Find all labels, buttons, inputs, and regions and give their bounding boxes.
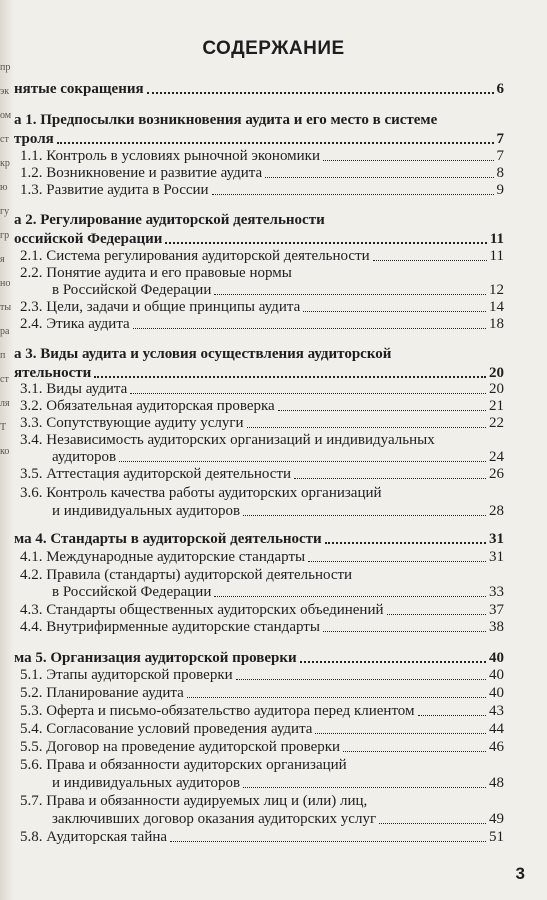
toc-entry-title: 1.1. Контроль в условиях рыночной экономики bbox=[20, 148, 320, 164]
toc-section-entry bbox=[14, 700, 504, 720]
toc-page-number: 40 bbox=[489, 650, 504, 666]
edge-text-fragment: ст bbox=[0, 374, 9, 385]
toc-entry-title: 5.1. Этапы аудиторской проверки bbox=[20, 667, 233, 683]
toc-page-number: 11 bbox=[489, 231, 504, 247]
toc-entry-title: 2.2. Понятие аудита и его правовые нормы bbox=[20, 265, 292, 281]
toc-page-number: 24 bbox=[489, 449, 504, 465]
page-title: СОДЕРЖАНИЕ bbox=[202, 38, 345, 59]
toc-page-number: 26 bbox=[489, 466, 504, 482]
toc-entry-title: троля bbox=[14, 131, 54, 147]
toc-page-number: 46 bbox=[489, 739, 504, 755]
toc-page-number: 20 bbox=[489, 381, 504, 397]
toc-page-number: 31 bbox=[489, 531, 504, 547]
toc-section-entry bbox=[14, 546, 504, 566]
toc-section-entry bbox=[14, 718, 504, 738]
dot-leader bbox=[294, 478, 486, 479]
toc-entry-title: ма 4. Стандарты в аудиторской деятельности bbox=[14, 531, 322, 547]
toc-section-entry bbox=[14, 790, 504, 810]
toc-page-number: 28 bbox=[489, 503, 504, 519]
toc-chapter-entry bbox=[14, 343, 504, 363]
toc-page-number: 20 bbox=[489, 365, 504, 381]
edge-text-fragment: пр bbox=[0, 62, 11, 73]
toc-entry-title: 5.5. Договор на проведение аудиторской проверки bbox=[20, 739, 341, 755]
toc-section-entry bbox=[14, 179, 504, 199]
toc-entry-title: а 2. Регулирование аудиторской деятельности bbox=[14, 212, 325, 228]
toc-page-number: 18 bbox=[489, 316, 504, 332]
dot-leader bbox=[325, 542, 486, 544]
page-number: 3 bbox=[515, 864, 525, 883]
toc-entry-title: 3.2. Обязательная аудиторская проверка bbox=[20, 398, 275, 414]
toc-section-entry bbox=[14, 482, 504, 502]
toc-entry-title: 5.6. Права и обязанности аудиторских организаций bbox=[20, 757, 347, 773]
toc-chapter-entry bbox=[14, 528, 504, 548]
toc-page-number: 22 bbox=[489, 415, 504, 431]
edge-text-fragment: ст bbox=[0, 134, 9, 145]
toc-page-number: 14 bbox=[489, 299, 504, 315]
toc-entry-title: 5.3. Оферта и письмо-обязательство аудитора перед клиентом bbox=[20, 703, 415, 719]
toc-section-entry bbox=[14, 826, 504, 846]
toc-page-number: 21 bbox=[489, 398, 504, 414]
toc-page-number: 43 bbox=[489, 703, 504, 719]
toc-page-number: 33 bbox=[489, 584, 504, 600]
toc-page-number: 38 bbox=[489, 619, 504, 635]
edge-text-fragment: ом bbox=[0, 110, 12, 121]
toc-page-number: 7 bbox=[496, 131, 504, 147]
toc-chapter-entry bbox=[14, 109, 504, 129]
toc-page-number: 11 bbox=[489, 248, 504, 264]
toc-entry-title: 5.4. Согласование условий проведения аудита bbox=[20, 721, 313, 737]
toc-entry-title: и индивидуальных аудиторов bbox=[52, 775, 241, 791]
dot-leader bbox=[57, 142, 494, 144]
toc-entry-title: 3.1. Виды аудита bbox=[20, 381, 128, 397]
toc-section-entry bbox=[14, 664, 504, 684]
toc-page-number: 40 bbox=[489, 685, 504, 701]
toc-entry-title: 2.3. Цели, задачи и общие принципы аудита bbox=[20, 299, 301, 315]
toc-section-entry bbox=[14, 313, 504, 333]
toc-entry-title: 5.8. Аудиторская тайна bbox=[20, 829, 168, 845]
dot-leader bbox=[315, 733, 486, 734]
dot-leader bbox=[373, 260, 487, 261]
toc-page-number: 9 bbox=[496, 182, 504, 198]
dot-leader bbox=[323, 160, 494, 161]
edge-text-fragment: гу bbox=[0, 206, 10, 217]
edge-text-fragment: п bbox=[0, 350, 6, 361]
toc-chapter-entry bbox=[14, 78, 504, 98]
edge-text-fragment: ра bbox=[0, 326, 10, 337]
edge-text-fragment: но bbox=[0, 278, 11, 289]
dot-leader bbox=[265, 177, 493, 178]
toc-entry-title: ма 5. Организация аудиторской проверки bbox=[14, 650, 297, 666]
dot-leader bbox=[236, 679, 486, 680]
toc-page-number: 8 bbox=[496, 165, 504, 181]
toc-entry-title: в Российской Федерации bbox=[52, 584, 212, 600]
dot-leader bbox=[147, 92, 494, 94]
dot-leader bbox=[243, 515, 486, 516]
toc-section-entry bbox=[14, 754, 504, 774]
dot-leader bbox=[170, 841, 486, 842]
toc-entry-title: 5.7. Права и обязанности аудируемых лиц и (или) лиц, bbox=[20, 793, 368, 809]
toc-page-number: 48 bbox=[489, 775, 504, 791]
toc-entry-title: а 1. Предпосылки возникновения аудита и его место в системе bbox=[14, 112, 438, 128]
toc-section-entry bbox=[14, 736, 504, 756]
dot-leader bbox=[343, 751, 486, 752]
toc-entry-title: и индивидуальных аудиторов bbox=[52, 503, 241, 519]
toc-entry-title: а 3. Виды аудита и условия осуществления аудиторской bbox=[14, 346, 392, 362]
toc-entry-title: 4.3. Стандарты общественных аудиторских объединений bbox=[20, 602, 384, 618]
dot-leader bbox=[212, 194, 494, 195]
toc-entry-title: 1.2. Возникновение и развитие аудита bbox=[20, 165, 263, 181]
dot-leader bbox=[214, 294, 486, 295]
toc-section-entry bbox=[14, 581, 504, 601]
dot-leader bbox=[214, 596, 486, 597]
dot-leader bbox=[300, 661, 486, 663]
dot-leader bbox=[133, 328, 486, 329]
toc-section-entry bbox=[14, 772, 504, 792]
toc-entry-title: 3.6. Контроль качества работы аудиторских организаций bbox=[20, 485, 382, 501]
toc-page-number: 12 bbox=[489, 282, 504, 298]
toc-entry-title: ятельности bbox=[14, 365, 92, 381]
edge-text-fragment: я bbox=[0, 254, 5, 265]
toc-entry-title: 2.1. Система регулирования аудиторской деятельности bbox=[20, 248, 370, 264]
dot-leader bbox=[308, 561, 486, 562]
edge-text-fragment: ты bbox=[0, 302, 12, 313]
edge-text-fragment: эк bbox=[0, 86, 10, 97]
toc-page-number: 37 bbox=[489, 602, 504, 618]
toc-section-entry bbox=[14, 808, 504, 828]
toc-entry-title: 2.4. Этика аудита bbox=[20, 316, 130, 332]
dot-leader bbox=[243, 787, 486, 788]
toc-page-number: 51 bbox=[489, 829, 504, 845]
dot-leader bbox=[303, 311, 486, 312]
toc-page-number: 40 bbox=[489, 667, 504, 683]
toc-page-number: 44 bbox=[489, 721, 504, 737]
dot-leader bbox=[187, 697, 486, 698]
dot-leader bbox=[379, 823, 486, 824]
toc-page-number: 49 bbox=[489, 811, 504, 827]
toc-page-number: 7 bbox=[496, 148, 504, 164]
edge-text-fragment: Т bbox=[0, 422, 7, 433]
toc-section-entry bbox=[14, 500, 504, 520]
toc-entry-title: 3.5. Аттестация аудиторской деятельности bbox=[20, 466, 292, 482]
toc-entry-title: 4.2. Правила (стандарты) аудиторской деятельности bbox=[20, 567, 353, 583]
edge-text-fragment: ко bbox=[0, 446, 10, 457]
dot-leader bbox=[165, 242, 486, 244]
toc-section-entry bbox=[14, 616, 504, 636]
toc-entry-title: 1.3. Развитие аудита в России bbox=[20, 182, 209, 198]
toc-entry-title: 3.4. Независимость аудиторских организаций и индивидуальных bbox=[20, 432, 435, 448]
toc-entry-title: 4.4. Внутрифирменные аудиторские стандарты bbox=[20, 619, 320, 635]
toc-section-entry bbox=[14, 682, 504, 702]
toc-section-entry bbox=[14, 463, 504, 483]
toc-entry-title: 3.3. Сопутствующие аудиту услуги bbox=[20, 415, 244, 431]
toc-entry-title: в Российской Федерации bbox=[52, 282, 212, 298]
toc-entry-title: заключивших договор оказания аудиторских услуг bbox=[52, 811, 377, 827]
edge-text-fragment: кр bbox=[0, 158, 10, 169]
dot-leader bbox=[387, 614, 486, 615]
toc-chapter-entry bbox=[14, 209, 504, 229]
dot-leader bbox=[247, 427, 486, 428]
toc-entry-title: 5.2. Планирование аудита bbox=[20, 685, 184, 701]
toc-page-number: 31 bbox=[489, 549, 504, 565]
toc-entry-title: 4.1. Международные аудиторские стандарты bbox=[20, 549, 306, 565]
dot-leader bbox=[130, 393, 486, 394]
edge-text-fragment: гр bbox=[0, 230, 10, 241]
edge-text-fragment: ю bbox=[0, 182, 8, 193]
dot-leader bbox=[119, 461, 486, 462]
dot-leader bbox=[323, 631, 486, 632]
dot-leader bbox=[418, 715, 486, 716]
toc-entry-title: оссийской Федерации bbox=[14, 231, 163, 247]
toc-page-number: 6 bbox=[496, 81, 504, 97]
edge-text-fragment: ля bbox=[0, 398, 10, 409]
toc-entry-title: аудиторов bbox=[52, 449, 117, 465]
dot-leader bbox=[278, 410, 486, 411]
toc-entry-title: нятые сокращения bbox=[14, 81, 144, 97]
